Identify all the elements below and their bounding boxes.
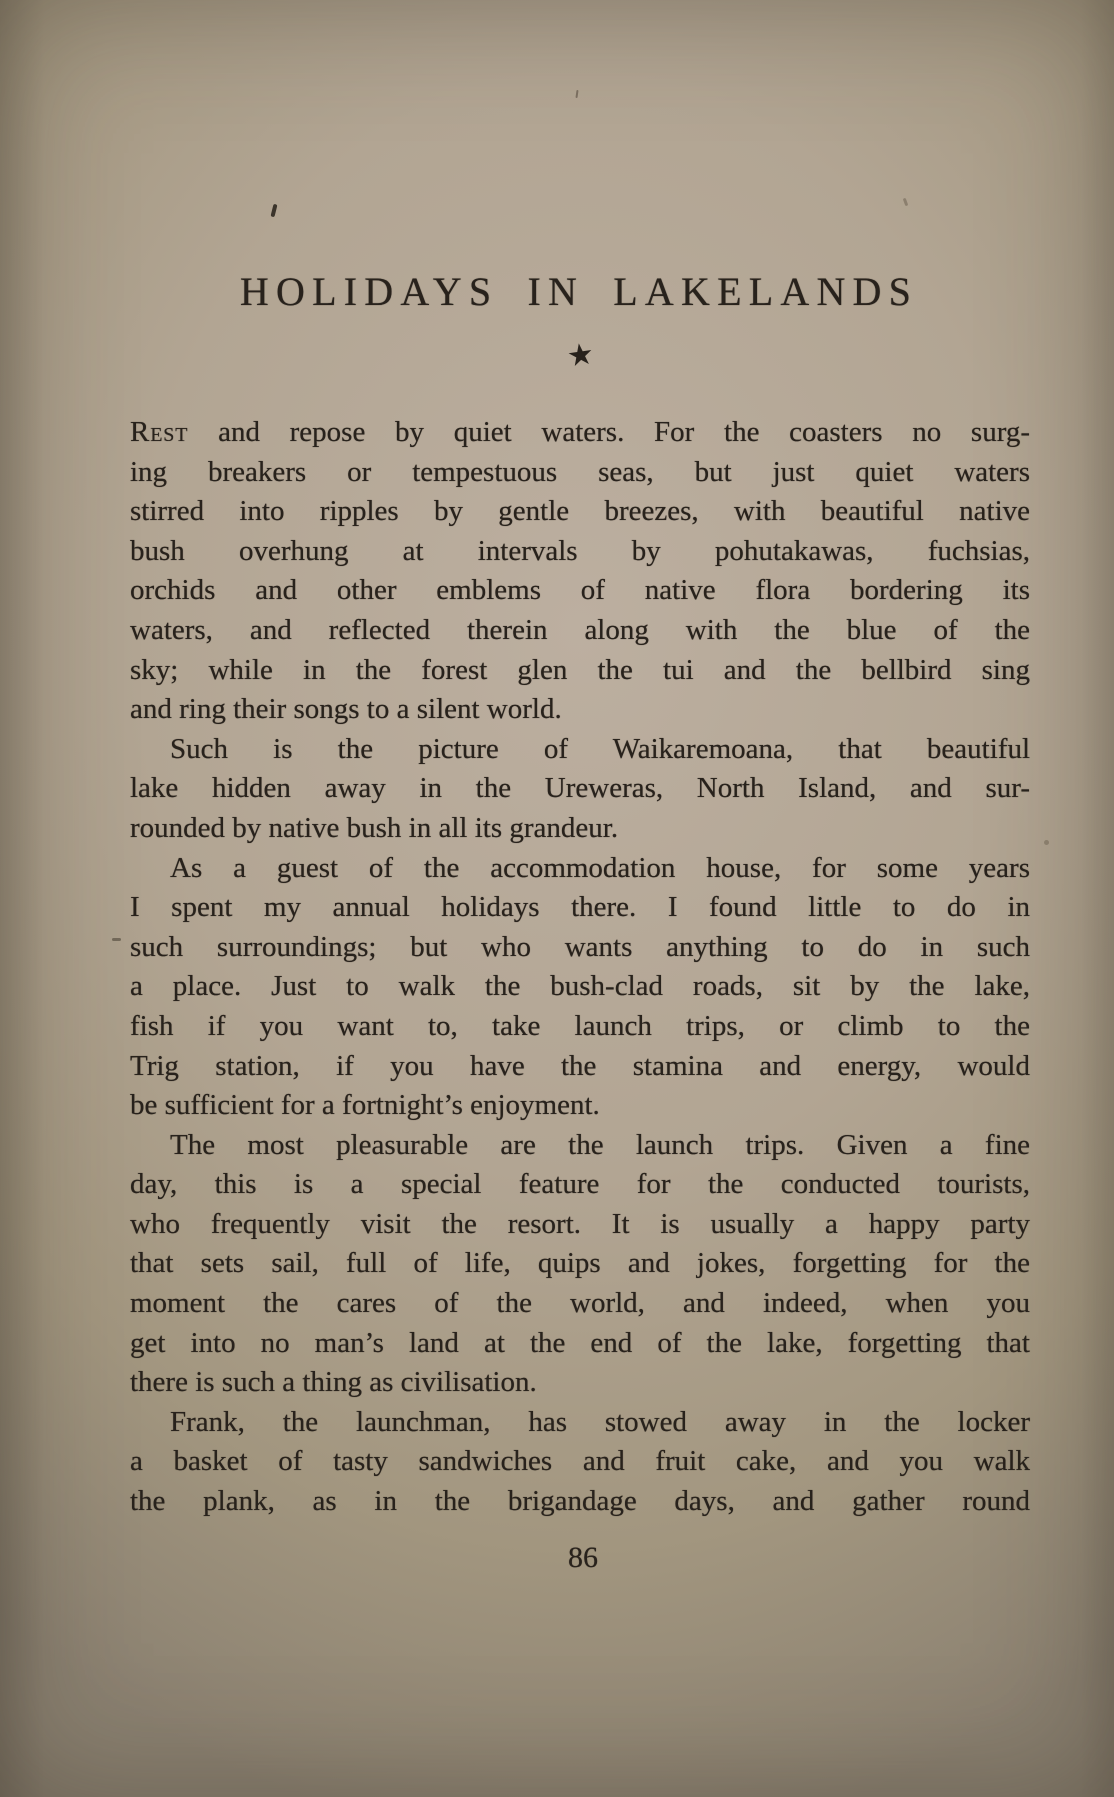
text-line: such surroundings; but who wants anything to do in such <box>130 930 1030 963</box>
text-line: and ring their songs to a silent world. <box>130 693 562 726</box>
ink-speck <box>1044 840 1049 845</box>
text-line: day, this is a special feature for the conducted tourists, <box>130 1168 1030 1201</box>
paragraph <box>130 730 1030 849</box>
text-line: that sets sail, full of life, quips and jokes, forgetting for the <box>130 1247 1030 1280</box>
body-text <box>130 413 1030 1522</box>
text-line: a basket of tasty sandwiches and fruit cake, and you walk <box>130 1445 1030 1478</box>
text-line: ing breakers or tempestuous seas, but just quiet waters <box>130 455 1030 488</box>
star-icon: ★ <box>564 337 596 374</box>
chapter-title: HOLIDAYS IN LAKELANDS <box>239 269 919 314</box>
text-line: As a guest of the accommodation house, for some years <box>170 851 1030 884</box>
text-line: sky; while in the forest glen the tui and the bellbird sing <box>130 653 1030 686</box>
paragraph <box>130 1126 1030 1403</box>
text-line: who frequently visit the resort. It is usually a happy party <box>130 1207 1030 1240</box>
paragraph <box>130 413 1030 730</box>
text-line: The most pleasurable are the launch trips. Given a fine <box>170 1128 1030 1161</box>
ink-speck <box>112 938 121 941</box>
text-line: a place. Just to walk the bush-clad roads, sit by the lake, <box>130 970 1030 1003</box>
text-line: the plank, as in the brigandage days, and gather round <box>130 1485 1030 1518</box>
text-line: waters, and reflected therein along with the blue of the <box>130 613 1030 646</box>
star-ornament <box>0 338 1114 373</box>
text-line: stirred into ripples by gentle breezes, with beautiful native <box>130 495 1030 528</box>
text-line: get into no man’s land at the end of the lake, forgetting that <box>130 1326 1030 1359</box>
text-line: Such is the picture of Waikaremoana, that beautiful <box>170 732 1030 765</box>
text-line: Rest and repose by quiet waters. For the coasters no surg- <box>130 416 1030 448</box>
text-line: bush overhung at intervals by pohutakawas, fuchsias, <box>130 534 1030 567</box>
text-line: be sufficient for a fortnight’s enjoyment. <box>130 1089 600 1122</box>
page-number: 86 <box>568 1541 598 1574</box>
text-line: Frank, the launchman, has stowed away in the locker <box>170 1405 1030 1438</box>
text-line: lake hidden away in the Ureweras, North Island, and sur- <box>130 772 1030 805</box>
text-line: I spent my annual holidays there. I found little to do in <box>130 891 1030 924</box>
text-line: there is such a thing as civilisation. <box>130 1366 537 1399</box>
ink-speck <box>903 198 909 207</box>
paragraph <box>130 849 1030 1126</box>
text-line: orchids and other emblems of native flora bordering its <box>130 574 1030 607</box>
text-line: fish if you want to, take launch trips, or climb to the <box>130 1009 1030 1042</box>
paragraph <box>130 1403 1030 1522</box>
text-line: moment the cares of the world, and indeed, when you <box>130 1287 1030 1320</box>
ink-speck <box>575 90 578 98</box>
text-line: Trig station, if you have the stamina and energy, would <box>130 1049 1030 1082</box>
ink-speck <box>270 204 277 218</box>
text-line: rounded by native bush in all its grandeur. <box>130 811 619 844</box>
lead-word-smallcaps: Rest <box>130 416 189 448</box>
